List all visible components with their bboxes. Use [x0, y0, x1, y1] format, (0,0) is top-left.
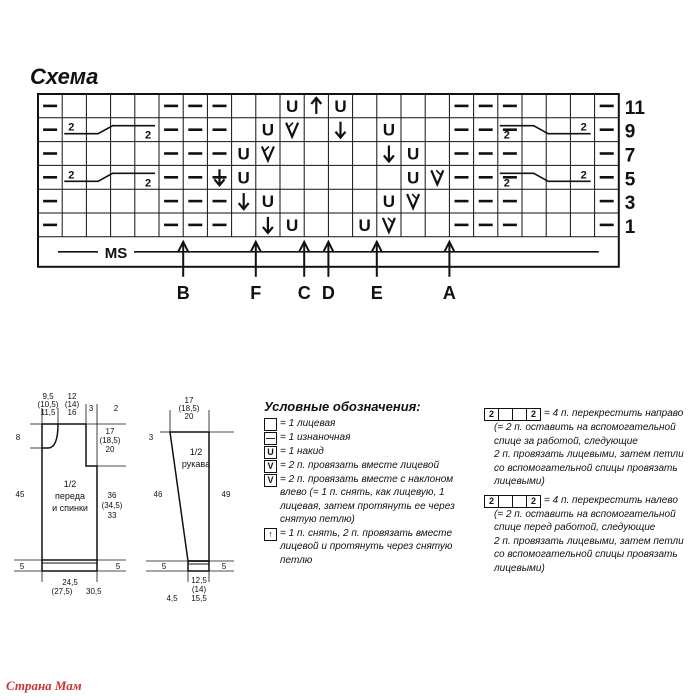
sleeve-dimension-labels [149, 396, 231, 603]
svg-text:2: 2 [68, 121, 75, 134]
dimension-label: 15,5 [191, 594, 207, 603]
legend-text: = 1 лицевая [280, 417, 336, 429]
legend-cable-item [484, 407, 696, 421]
dimension-label: 3 [88, 404, 94, 413]
legend-line: 2 п. провязать лицевыми, затем петли [494, 449, 684, 460]
cable-right-symbol [64, 122, 155, 142]
legend-symbol-icon [264, 418, 277, 431]
dimension-label: (14) [64, 400, 80, 409]
legend-title: Условные обозначения: [264, 399, 421, 414]
dimension-label: 12,5 [191, 576, 207, 585]
svg-text:B: B [176, 282, 190, 303]
dimension-label: 46 [153, 490, 163, 499]
legend-symbol-icon: V [264, 460, 277, 473]
legend-line: (= 2 п. оставить на вспомогательной [494, 422, 676, 433]
legend-cross-items [484, 407, 696, 575]
row-number: 5 [624, 169, 636, 191]
legend-item [264, 445, 474, 459]
legend-text: = 1 накид [280, 445, 324, 457]
dimension-label: 30,5 [86, 587, 102, 596]
down-arrow-symbol [336, 122, 346, 138]
legend-line: со вспомогательной спицы провязать [494, 549, 678, 560]
legend-line: со вспомогательной спицы провязать [494, 462, 678, 474]
yarn-over-symbol: U [237, 144, 250, 164]
k2tog-symbol [262, 147, 274, 161]
yarn-over-symbol: U [261, 120, 275, 140]
dimension-label: 20 [105, 445, 115, 454]
legend-item [264, 527, 474, 568]
dimension-label: 49 [221, 490, 231, 499]
ms-label: MS [104, 244, 128, 262]
dimension-label: 12 [67, 392, 77, 401]
k2tog-symbol [286, 123, 298, 137]
marker-E [371, 242, 383, 303]
legend-description [494, 508, 696, 576]
marker-B [177, 242, 190, 303]
down-arrow-symbol [384, 146, 394, 162]
svg-text:2: 2 [68, 169, 75, 182]
yarn-over-symbol: U [382, 192, 396, 212]
legend-text: = 4 п. перекрестить направо [544, 408, 684, 419]
cable-left-symbol [500, 169, 591, 189]
yarn-over-symbol: U [406, 168, 420, 188]
svg-text:A: A [442, 282, 456, 303]
dimension-label: 3 [148, 433, 154, 442]
legend-text: = 1 изнаночная [280, 431, 351, 443]
svg-text:2: 2 [580, 121, 587, 134]
legend-line: лицевыми) [494, 562, 545, 574]
svg-text:D: D [321, 282, 335, 303]
row-number: 11 [624, 97, 645, 119]
dimension-label: (27,5) [51, 587, 73, 596]
dimension-label: 2 [113, 404, 119, 413]
dimension-label: 9,5 [42, 392, 54, 401]
legend-symbol-icon: V [264, 474, 277, 487]
k2tog-left-symbol [407, 194, 419, 208]
dimension-label: 5 [221, 562, 227, 571]
dimension-label: (18,5) [178, 404, 200, 413]
row-number: 9 [624, 121, 636, 143]
legend-text: = 1 п. снять, 2 п. провязать вместе лицевой и протянуть через снятую петлю [280, 527, 453, 566]
dimension-label: 33 [107, 511, 117, 520]
body-piece-label: переда [55, 491, 85, 501]
svg-text:2: 2 [580, 169, 587, 182]
row-number: 3 [624, 193, 636, 215]
dimension-label: 5 [19, 562, 25, 571]
dimension-label: 4,5 [166, 594, 178, 603]
body-piece-label: 1/2 [63, 479, 77, 489]
legend-item [264, 417, 474, 431]
legend-line: лицевыми) [494, 476, 545, 487]
dimension-label: 5 [161, 562, 167, 571]
dimension-label: 45 [15, 490, 25, 499]
sk2p-arrow-symbol [311, 98, 321, 114]
yarn-over-symbol: U [285, 215, 299, 235]
yarn-over-symbol: U [358, 215, 371, 235]
sleeve-piece-label: 1/2 [189, 447, 203, 457]
cable-symbol-icon: 2 2 [484, 495, 541, 508]
dimension-label: 17 [184, 396, 194, 405]
yarn-over-symbol: U [237, 168, 250, 188]
down-arrow-symbol [263, 217, 273, 233]
legend-item [264, 473, 474, 527]
marker-C [298, 242, 311, 303]
dimension-label: 17 [105, 427, 115, 436]
dimension-label: 36 [107, 491, 117, 500]
legend-text: = 2 п. провязать вместе лицевой [280, 459, 440, 471]
k2tog-left-symbol [383, 218, 395, 232]
svg-text:2: 2 [145, 177, 152, 190]
legend-cable-item [484, 494, 696, 508]
dimension-label: (10,5) [37, 400, 59, 409]
marker-D [322, 242, 335, 303]
svg-text:C: C [297, 282, 311, 303]
dimension-label: 20 [184, 412, 194, 421]
dimension-label: (18,5) [99, 436, 121, 445]
legend-symbol-icon: — [266, 432, 275, 443]
legend-description [494, 421, 696, 489]
dimension-label: (34,5) [101, 501, 123, 510]
svg-text:2: 2 [503, 129, 510, 142]
marker-A [443, 242, 456, 303]
legend-text: = 2 п. провязать вместе с наклоном влево (= 1 п. снять, как лицевую, 1 лицевая, затем протянуть ее через снятую петлю) [280, 473, 455, 525]
body-dimension-labels [16, 392, 123, 596]
legend-line: (= 2 п. оставить на вспомогательной [494, 508, 676, 520]
dimension-label: 16 [67, 408, 77, 417]
svg-text:2: 2 [145, 129, 152, 142]
yarn-over-symbol: U [285, 96, 299, 116]
dimension-label: 5 [115, 562, 121, 571]
legend-item [264, 459, 474, 473]
marker-F [250, 242, 261, 303]
sleeve-piece-label: рукава [181, 459, 211, 469]
down-arrow-symbol [239, 193, 249, 209]
yarn-over-symbol: U [261, 192, 275, 212]
yarn-over-symbol: U [334, 96, 347, 116]
row-number: 7 [624, 145, 636, 167]
cable-left-symbol [500, 122, 591, 142]
legend-symbol-icon: ↑ [264, 528, 277, 541]
legend-text: = 4 п. перекрестить налево [544, 494, 678, 506]
legend-line: спице перед работой, следующие [494, 522, 656, 533]
body-piece-label: и спинки [52, 503, 88, 513]
row-numbers [625, 98, 646, 238]
legend-line: 2 п. провязать лицевыми, затем петли [494, 535, 684, 547]
cable-right-symbol [64, 169, 155, 189]
svg-text:2: 2 [503, 177, 510, 190]
legend-items [264, 417, 474, 568]
legend-cables [484, 407, 696, 575]
dimension-label: 11,5 [40, 408, 56, 417]
yarn-over-symbol: U [382, 120, 396, 140]
dimension-label: 24,5 [62, 578, 78, 587]
legend-symbol-icon: U [264, 446, 277, 459]
pattern-markers [58, 242, 599, 303]
k2tog-left-symbol [431, 170, 443, 184]
svg-text:F: F [250, 282, 262, 303]
legend-line: спице за работой, следующие [494, 435, 638, 447]
svg-text:E: E [370, 282, 383, 303]
row-number: 1 [624, 216, 636, 238]
watermark: Страна Мам [6, 678, 82, 693]
legend [264, 400, 474, 567]
chart-title: Схема [30, 64, 99, 89]
legend-item [264, 431, 474, 445]
dimension-label: 8 [15, 433, 21, 442]
yarn-over-symbol: U [406, 144, 420, 164]
cable-symbol-icon: 2 2 [484, 408, 541, 421]
dimension-label: (14) [191, 585, 207, 594]
